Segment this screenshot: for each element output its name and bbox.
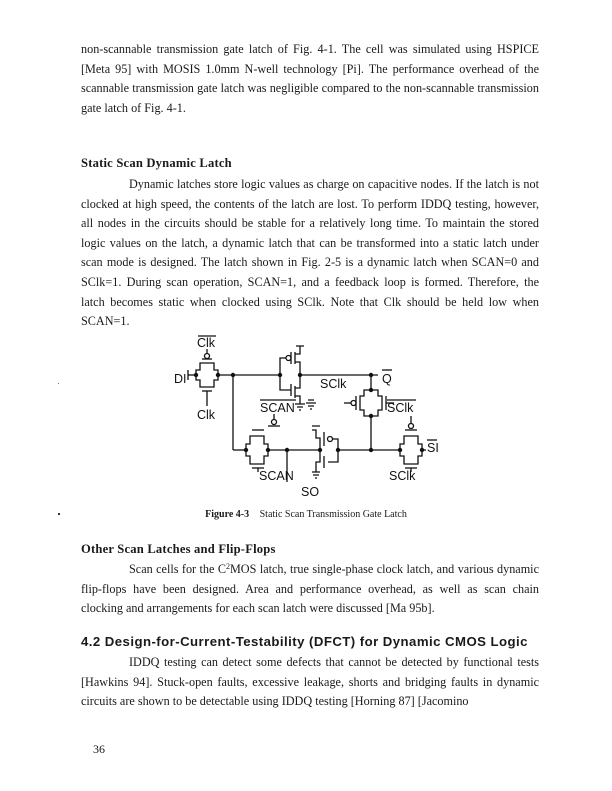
static-latch-paragraph: Dynamic latches store logic values as charge on capacitive nodes. If the latch is not clocked at high speed, the contents of the latch are lost. To perform IDDQ testing, however, all nodes in the circuits should be stable for a relatively long time. To maintain the stored logic values on the latch, a dynamic latch that can be transformed into a static latch under scan mode is designed. The latch shown in Fig. 2-5 is a dynamic latch when SCAN=0 and SClk=1. During scan operation, SCAN=1, and a feedback loop is formed. Therefore, the latch becomes static when clocked using SClk. Note that Clk should be held low when SCAN=1.: [81, 177, 539, 329]
label-si-bar: SI: [427, 441, 439, 455]
ground-symbol: [306, 400, 316, 409]
figure-label: Figure 4-3: [205, 509, 250, 520]
page-number: 36: [93, 742, 105, 756]
heading-static-scan-dynamic-latch: Static Scan Dynamic Latch: [81, 156, 232, 170]
label-sclk-pmos: SClk: [320, 377, 347, 391]
label-sclk: SClk: [389, 469, 416, 483]
transmission-gate-scan: [244, 430, 270, 472]
figure-title: Static Scan Transmission Gate Latch: [259, 509, 407, 520]
label-q-bar: Q: [382, 372, 392, 386]
inverter-feedback: [312, 426, 340, 478]
scan-bar-gate: [268, 414, 280, 426]
transmission-gate-scan-in: [398, 416, 426, 472]
label-scan-bar: SCAN: [260, 401, 295, 415]
other-latches-paragraph: [81, 560, 539, 619]
label-clk: Clk: [197, 408, 216, 422]
intro-paragraph: non-scannable transmission gate latch of Fig. 4-1. The cell was simulated using HSPICE [Meta 95] with MOSIS 1.0mm N-well technology [Pi]. The performance overhead of the scannable transmission gate latch was negligible compared to the non-scannable transmission gate latch of Fig. 4-1.: [81, 42, 539, 115]
dfct-paragraph: IDDQ testing can detect some defects that cannot be detected by functional tests [Hawkins 94]. Stuck-open faults, excessive leakage, shorts and bridging faults in dynamic circuits are shown to be detectable using IDDQ testing [Horning 87] [Jacomino: [81, 655, 539, 709]
label-so: SO: [301, 485, 320, 499]
label-sclk-bar: SClk: [387, 401, 414, 415]
heading-other-scan-latches: Other Scan Latches and Flip-Flops: [81, 542, 276, 556]
text-run: Scan cells for the C: [129, 562, 226, 576]
heading-section-4-2: 4.2 Design-for-Current-Testability (DFCT) for Dynamic CMOS Logic: [81, 634, 528, 649]
signal-labels: [174, 336, 439, 499]
scan-speck: [58, 513, 60, 515]
scan-speck: [58, 383, 59, 384]
text-run: MOS latch, true single-phase clock latch, and various dynamic flip-flops have been designed. Area and performance overhead, as well as scan chain clocking and arrangements for each scan latch were discussed [Ma 95b].: [81, 562, 539, 616]
figure-caption: [0, 509, 612, 520]
superscript: 2: [225, 562, 230, 571]
label-clk-bar: Clk: [197, 336, 216, 350]
label-di: DI: [174, 372, 187, 386]
circuit-diagram: [160, 330, 480, 500]
transmission-gate-input: [188, 349, 220, 406]
label-scan: SCAN: [259, 469, 294, 483]
